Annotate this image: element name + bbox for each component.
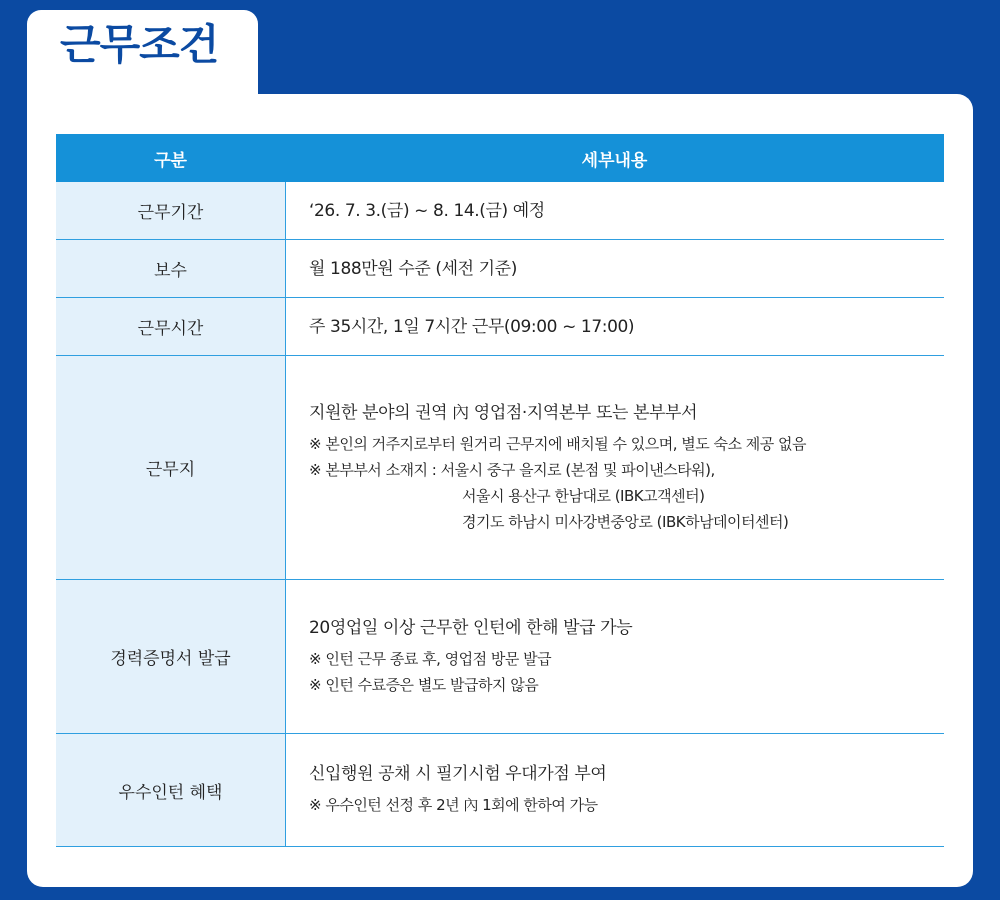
row-label-pay: 보수 bbox=[56, 240, 286, 297]
pay-text: 월 188만원 수준 (세전 기준) bbox=[309, 258, 517, 279]
row-detail-period bbox=[286, 182, 924, 239]
header-category: 구분 bbox=[154, 150, 187, 171]
table-row bbox=[56, 182, 944, 240]
location-note-1: ※ 본인의 거주지로부터 원거리 근무지에 배치될 수 있으며, 별도 숙소 제공 없음 bbox=[309, 434, 806, 453]
row-label-certificate: 경력증명서 발급 bbox=[56, 580, 286, 733]
table-row bbox=[56, 356, 944, 580]
row-detail-pay bbox=[286, 240, 924, 297]
page-title: 근무조건 bbox=[60, 20, 219, 69]
table-row bbox=[56, 298, 944, 356]
location-address-1: 서울시 용산구 한남대로 (IBK고객센터) bbox=[462, 486, 705, 505]
row-label-hours: 근무시간 bbox=[56, 298, 286, 355]
certificate-note-2: ※ 인턴 수료증은 별도 발급하지 않음 bbox=[309, 675, 539, 694]
table-row bbox=[56, 734, 944, 847]
table-header bbox=[56, 134, 944, 182]
row-label-benefit: 우수인턴 혜택 bbox=[56, 734, 286, 846]
table-row bbox=[56, 580, 944, 734]
period-text: ‘26. 7. 3.(금) ~ 8. 14.(금) 예정 bbox=[309, 200, 545, 221]
table-row bbox=[56, 240, 944, 298]
conditions-table bbox=[56, 134, 944, 847]
location-main: 지원한 분야의 권역 內 영업점·지역본부 또는 본부부서 bbox=[309, 402, 698, 423]
certificate-note-1: ※ 인턴 근무 종료 후, 영업점 방문 발급 bbox=[309, 649, 552, 668]
row-detail-location bbox=[286, 356, 924, 579]
location-address-2: 경기도 하남시 미사강변중앙로 (IBK하남데이터센터) bbox=[462, 512, 789, 531]
row-label-location: 근무지 bbox=[56, 356, 286, 579]
benefit-note-1: ※ 우수인턴 선정 후 2년 內 1회에 한하여 가능 bbox=[309, 796, 598, 814]
certificate-main: 20영업일 이상 근무한 인턴에 한해 발급 가능 bbox=[309, 617, 633, 638]
row-detail-certificate bbox=[286, 580, 924, 733]
row-detail-hours bbox=[286, 298, 924, 355]
row-detail-benefit bbox=[286, 734, 924, 846]
row-label-period: 근무기간 bbox=[56, 182, 286, 239]
header-details: 세부내용 bbox=[581, 150, 648, 171]
hours-text: 주 35시간, 1일 7시간 근무(09:00 ~ 17:00) bbox=[309, 316, 635, 337]
location-note-2: ※ 본부부서 소재지 : 서울시 중구 을지로 (본점 및 파이낸스타워), bbox=[309, 460, 715, 479]
benefit-main: 신입행원 공채 시 필기시험 우대가점 부여 bbox=[309, 764, 607, 784]
